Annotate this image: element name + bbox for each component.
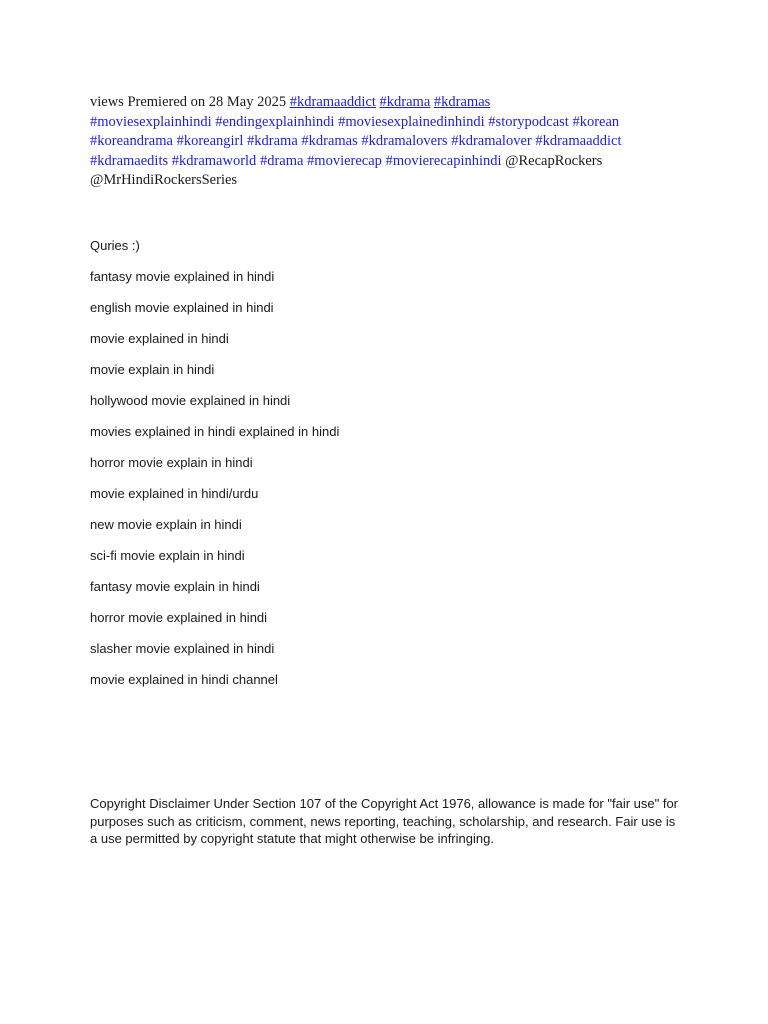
hashtag-link[interactable]: #koreandrama bbox=[90, 133, 173, 149]
hashtag-link[interactable]: #korean bbox=[572, 113, 620, 130]
query-item: hollywood movie explained in hindi bbox=[90, 393, 291, 408]
hashtag-link[interactable]: #kdrama bbox=[379, 94, 431, 110]
query-item: horror movie explained in hindi bbox=[90, 610, 268, 625]
query-item: movie explained in hindi/urdu bbox=[90, 486, 259, 501]
hashtag-link[interactable]: #kdramaworld bbox=[171, 152, 257, 169]
hashtag-link[interactable]: #kdrama bbox=[247, 133, 298, 149]
hashtag-link[interactable]: #kdramalover bbox=[451, 133, 532, 149]
query-item: fantasy movie explain in hindi bbox=[90, 579, 260, 594]
hashtag-link[interactable]: #kdramaaddict bbox=[289, 94, 376, 110]
query-item: fantasy movie explained in hindi bbox=[90, 269, 275, 284]
hashtag-link[interactable]: #storypodcast bbox=[488, 113, 569, 130]
hashtag-link[interactable]: #movierecapinhindi bbox=[385, 152, 502, 169]
query-item: sci-fi movie explain in hindi bbox=[90, 548, 245, 563]
query-item: movie explained in hindi channel bbox=[90, 672, 278, 687]
hashtag-link[interactable]: #moviesexplainedinhindi bbox=[338, 113, 485, 130]
channel-mention: @RecapRockers bbox=[505, 152, 603, 169]
hashtag-link[interactable]: #endingexplainhindi bbox=[215, 113, 335, 130]
query-item: movie explained in hindi bbox=[90, 331, 229, 346]
hashtag-link[interactable]: #kdramaedits bbox=[90, 152, 169, 169]
query-item: movie explain in hindi bbox=[90, 362, 215, 377]
query-item: horror movie explain in hindi bbox=[90, 455, 253, 470]
hashtag-link[interactable]: #moviesexplainhindi bbox=[90, 113, 212, 130]
views-premiered-text: views Premiered on 28 May 2025 bbox=[90, 94, 287, 110]
hashtag-link[interactable]: #kdramas bbox=[433, 94, 491, 110]
video-description bbox=[90, 93, 690, 191]
queries-list bbox=[90, 269, 339, 703]
queries-heading: Quries :) bbox=[90, 238, 140, 253]
query-item: english movie explained in hindi bbox=[90, 300, 274, 315]
query-item: slasher movie explained in hindi bbox=[90, 641, 275, 656]
query-item: movies explained in hindi explained in hindi bbox=[90, 424, 340, 439]
hashtag-link[interactable]: #drama bbox=[259, 152, 304, 169]
copyright-disclaimer: Copyright Disclaimer Under Section 107 of the Copyright Act 1976, allowance is made for "fair use" for purposes such as criticism, comment, news reporting, teaching, scholarship, and research. Fair use is a use permitted by copyright statute that might otherwise be infringing. bbox=[90, 796, 679, 846]
query-item: new movie explain in hindi bbox=[90, 517, 242, 532]
hashtag-link[interactable]: #kdramas bbox=[301, 133, 358, 149]
hashtag-link[interactable]: #koreangirl bbox=[176, 133, 244, 149]
hashtag-link[interactable]: #kdramalovers bbox=[361, 133, 448, 149]
channel-mention: @MrHindiRockersSeries bbox=[90, 172, 238, 188]
hashtag-link[interactable]: #kdramaaddict bbox=[535, 133, 622, 149]
hashtag-link[interactable]: #movierecap bbox=[307, 152, 382, 169]
